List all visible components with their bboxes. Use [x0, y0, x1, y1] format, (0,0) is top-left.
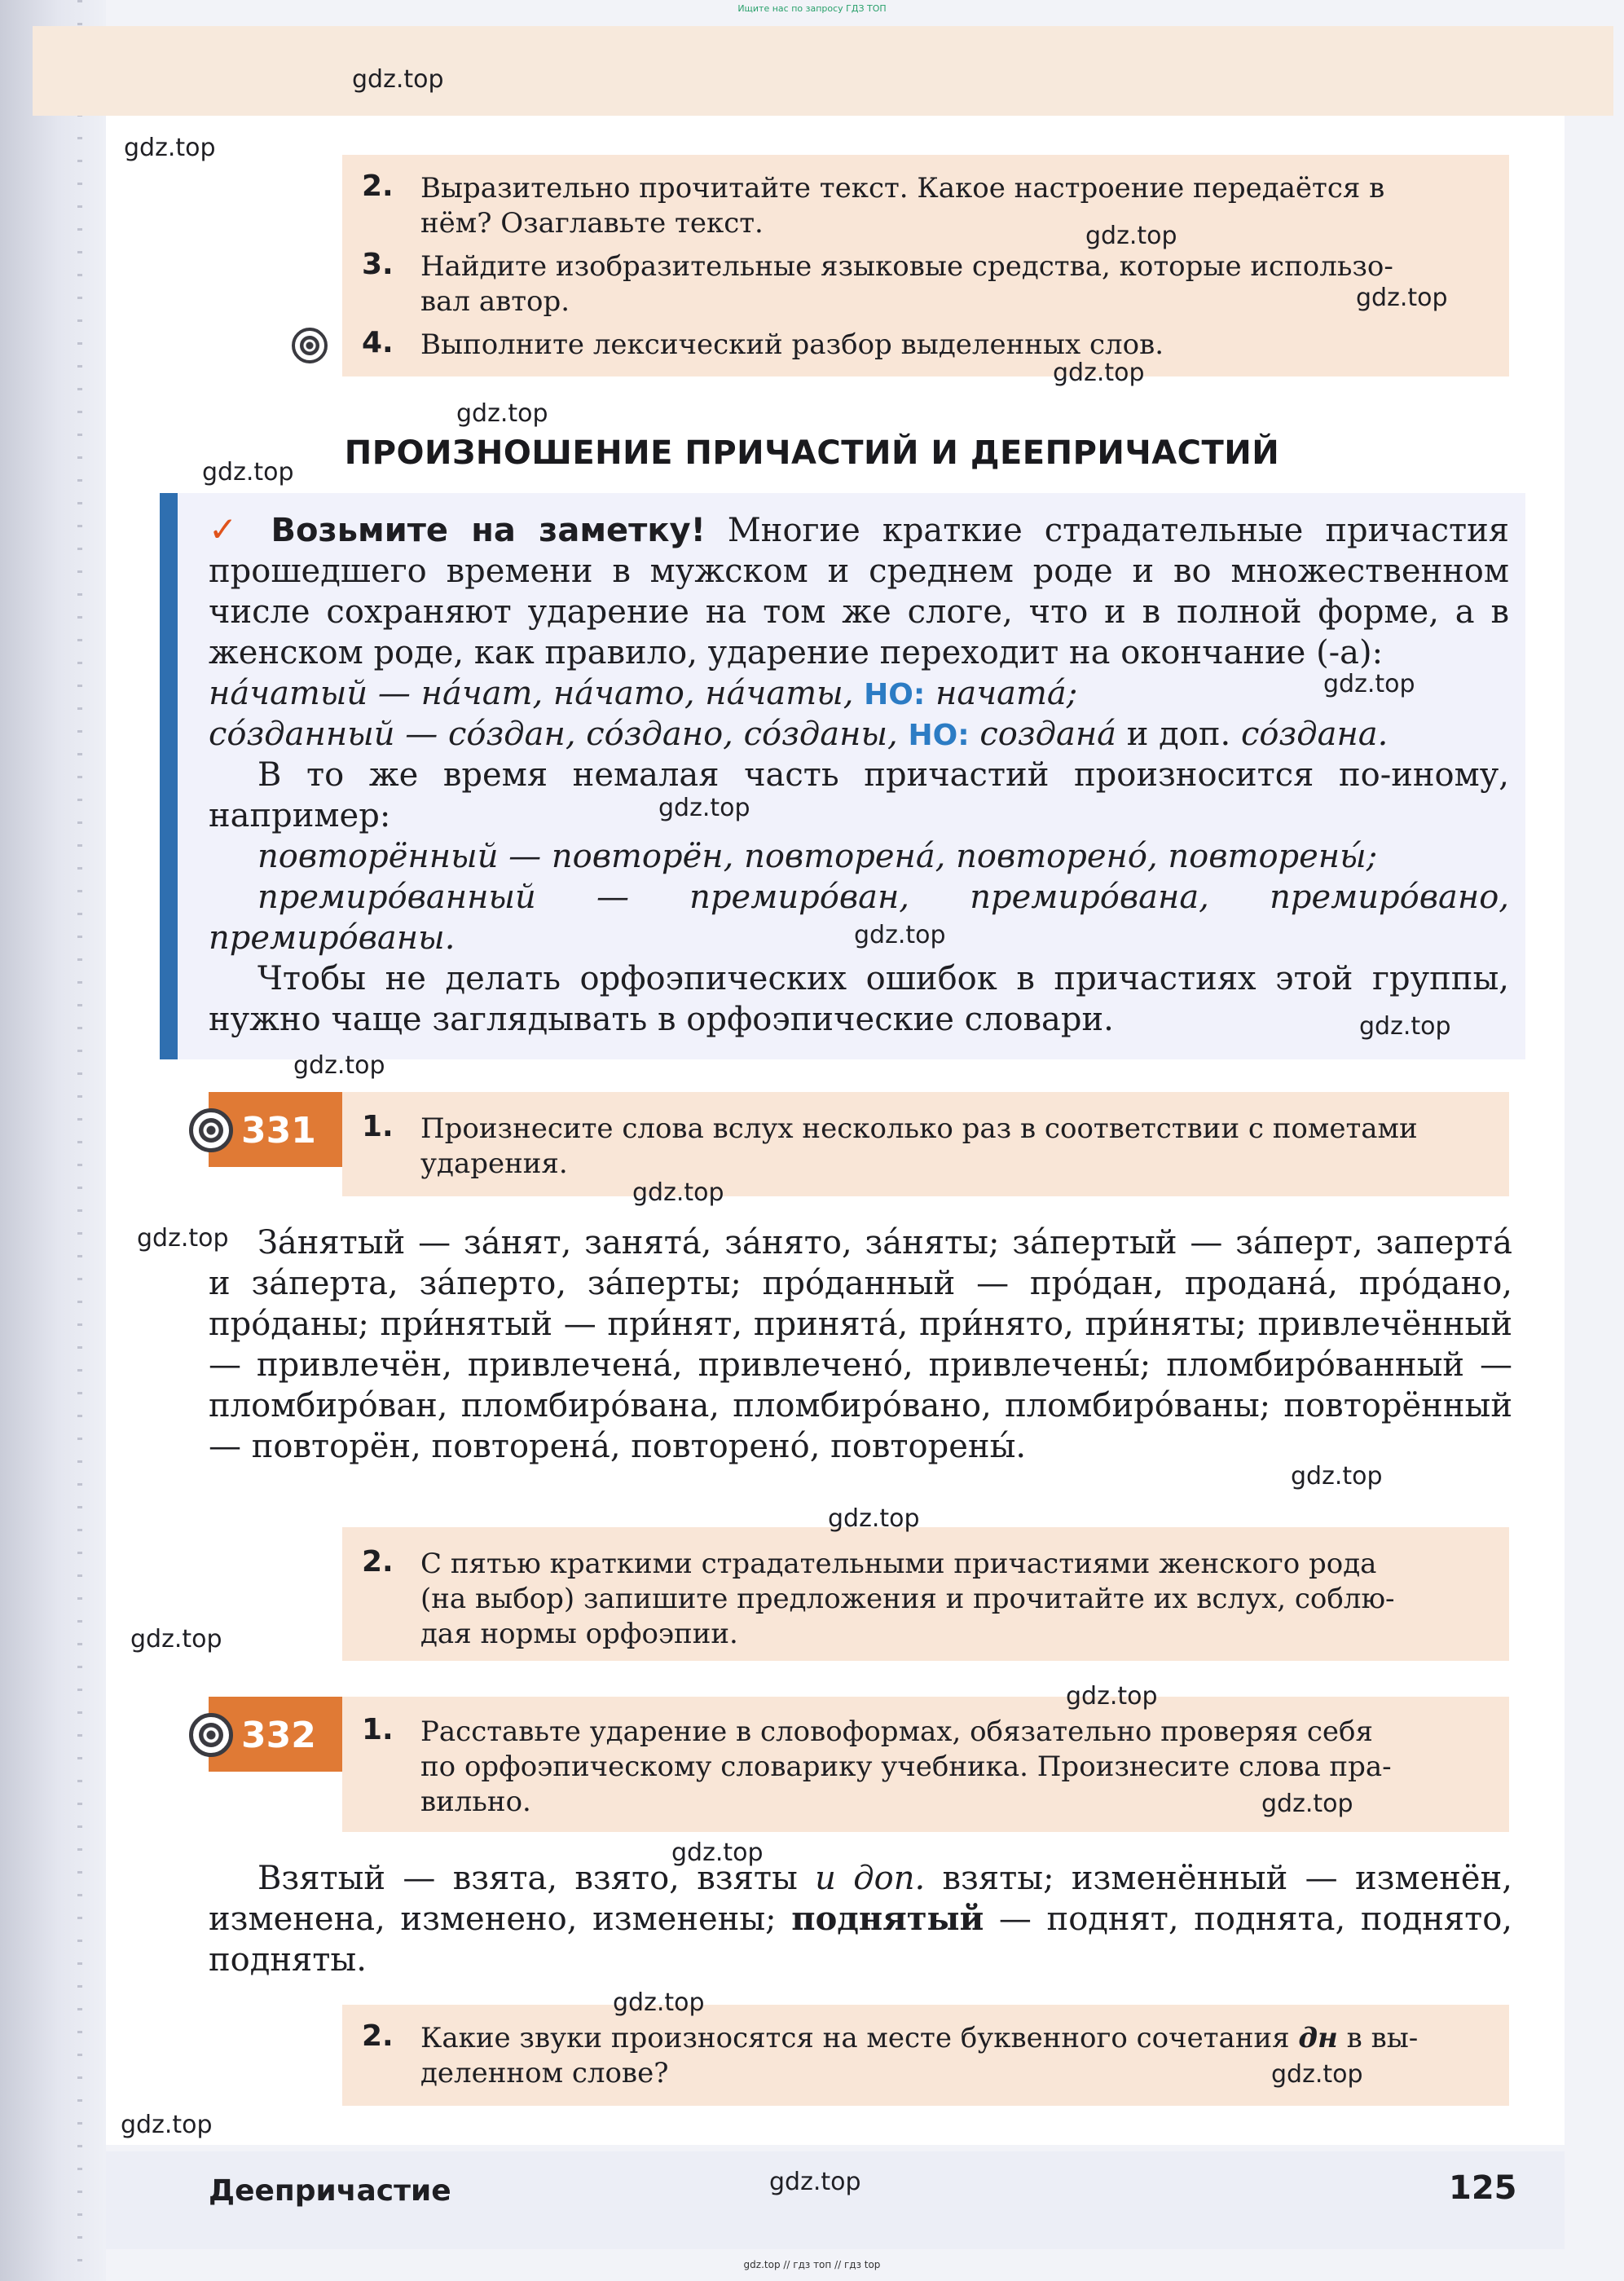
- watermark: gdz.top: [293, 1051, 385, 1080]
- footer-section-title: Деепричастие: [209, 2174, 451, 2208]
- watermark: gdz.top: [137, 1224, 229, 1253]
- watermark: gdz.top: [121, 2111, 213, 2139]
- task-4-line: Выполните лексический разбор выделенных слов.: [420, 328, 1164, 361]
- top-note: Ищите нас по запросу ГДЗ ТОП: [737, 3, 887, 14]
- flower-icon: [292, 328, 328, 363]
- flower-icon: [189, 1713, 233, 1757]
- watermark: gdz.top: [1359, 1012, 1451, 1041]
- task-line: Произнесите слова вслух несколько раз в соответствии с пометами: [420, 1112, 1418, 1145]
- rule-paragraph-1: [209, 509, 1509, 673]
- watermark: gdz.top: [658, 794, 750, 822]
- task-number: 1.: [362, 1713, 394, 1746]
- task-2-number: 2.: [362, 170, 394, 203]
- no-marker: НО:: [908, 719, 970, 752]
- watermark: gdz.top: [613, 1988, 705, 2017]
- task-3-line: Найдите изобразительные языковые средства, которые использо-: [420, 250, 1393, 283]
- task-line: по орфоэпическому словарику учебника. Произнесите слова пра-: [420, 1750, 1392, 1783]
- watermark: gdz.top: [1356, 284, 1448, 312]
- task-2-line: нём? Озаглавьте текст.: [420, 207, 764, 240]
- rule-paragraph-2: В то же время немалая часть причастий произносится по-иному, например:: [209, 756, 1509, 834]
- task-line: Какие звуки произносятся на месте буквенного сочетания дн в вы-: [420, 2022, 1419, 2054]
- rule-example-1: на́чатый — на́чат, на́чато, на́чаты, НО: начата́;: [209, 675, 1078, 712]
- watermark: gdz.top: [632, 1178, 724, 1207]
- rule-intro: Многие краткие страдательные причастия прошедшего времени в мужском и среднем роде и во множественном числе сохраняют ударение на том же слоге, что и в полной форме, а в женском роде, как правило, ударение переходит на окончание (-а):: [209, 512, 1510, 672]
- exercise-331-text: За́нятый — за́нят, занята́, за́нято, за́няты; за́пертый — за́перт, заперта́ и за́перта, за́перто, за́перты; про́данный — про́дан, продана́, про́дано, про́даны; при́нятый — при́нят, принята́, при́нято, при́няты; привлечённый — привлечён, привлечена́, привлечено́, привлечены́; пломбиро́ванный — пломбиро́ван, пломбиро́вана, пломбиро́вано, пломбиро́ваны; повторённый — повторён, повторена́, повторено́, повторены́.: [209, 1224, 1512, 1465]
- binding-stitch: [77, 0, 82, 2281]
- flower-icon: [189, 1108, 233, 1152]
- watermark: gdz.top: [352, 65, 444, 94]
- task-number: 1.: [362, 1110, 394, 1143]
- no-marker: НО:: [864, 678, 926, 711]
- rule-example-3: повторённый — повторён, повторена́, повторено́, повторены́;: [257, 838, 1378, 875]
- exercise-332-number: 332: [241, 1715, 316, 1756]
- task-number: 2.: [362, 1545, 394, 1579]
- page-number: 125: [1449, 2169, 1517, 2207]
- watermark: gdz.top: [1053, 359, 1145, 387]
- task-4-number: 4.: [362, 326, 394, 359]
- watermark: gdz.top: [202, 458, 294, 487]
- watermark: gdz.top: [1271, 2060, 1363, 2089]
- watermark: gdz.top: [1066, 1682, 1158, 1711]
- task-line: дая нормы орфоэпии.: [420, 1618, 738, 1650]
- rule-text: [209, 509, 1509, 1040]
- task-number: 2.: [362, 2019, 394, 2053]
- exercise-331-number: 331: [241, 1110, 316, 1152]
- rule-accent-bar: [160, 493, 178, 1059]
- task-3-number: 3.: [362, 248, 394, 281]
- bottom-note: gdz.top // гдз топ // гдз top: [743, 2259, 881, 2270]
- task-line: деленном слове?: [420, 2057, 669, 2089]
- checkmark-icon: ✓: [209, 509, 249, 549]
- section-heading: ПРОИЗНОШЕНИЕ ПРИЧАСТИЙ И ДЕЕПРИЧАСТИЙ: [344, 434, 1280, 472]
- task-line: Расставьте ударение в словоформах, обязательно проверяя себя: [420, 1715, 1373, 1748]
- task-2-line: Выразительно прочитайте текст. Какое настроение передаётся в: [420, 172, 1385, 205]
- watermark: gdz.top: [130, 1625, 222, 1654]
- task-3-line: вал автор.: [420, 285, 570, 318]
- exercise-332-text: Взятый — взята, взято, взяты и доп. взяты; изменённый — изменён, изменена, изменено, изменены; поднятый — поднят, поднята, поднято, подняты.: [209, 1860, 1513, 1979]
- watermark: gdz.top: [671, 1838, 764, 1867]
- watermark: gdz.top: [124, 134, 216, 162]
- highlighted-word: поднятый: [791, 1900, 984, 1938]
- rule-example-4: премиро́ванный — премиро́ван, премиро́вана, премиро́вано, премиро́ваны.: [209, 878, 1509, 957]
- watermark: gdz.top: [1085, 222, 1177, 250]
- task-line: (на выбор) запишите предложения и прочитайте их вслух, соблю-: [420, 1583, 1395, 1615]
- watermark: gdz.top: [1261, 1790, 1353, 1818]
- task-line: С пятью краткими страдательными причастиями женского рода: [420, 1548, 1377, 1580]
- watermark: gdz.top: [854, 921, 946, 949]
- watermark: gdz.top: [828, 1504, 920, 1533]
- watermark: gdz.top: [1323, 670, 1415, 698]
- watermark: gdz.top: [769, 2168, 861, 2196]
- watermark: gdz.top: [1291, 1462, 1383, 1491]
- task-line: ударения.: [420, 1147, 568, 1180]
- page-binding: [0, 0, 106, 2281]
- watermark: gdz.top: [456, 399, 548, 428]
- rule-title: Возьмите на заметку!: [271, 512, 706, 549]
- rule-paragraph-3: Чтобы не делать орфоэпических ошибок в причастиях этой группы, нужно чаще заглядывать в орфоэпические словари.: [209, 960, 1509, 1038]
- rule-example-2: со́зданный — со́здан, со́здано, со́зданы, НО: создана́ и доп. со́здана.: [209, 716, 1389, 753]
- task-line: вильно.: [420, 1786, 531, 1818]
- top-band: [33, 26, 1613, 116]
